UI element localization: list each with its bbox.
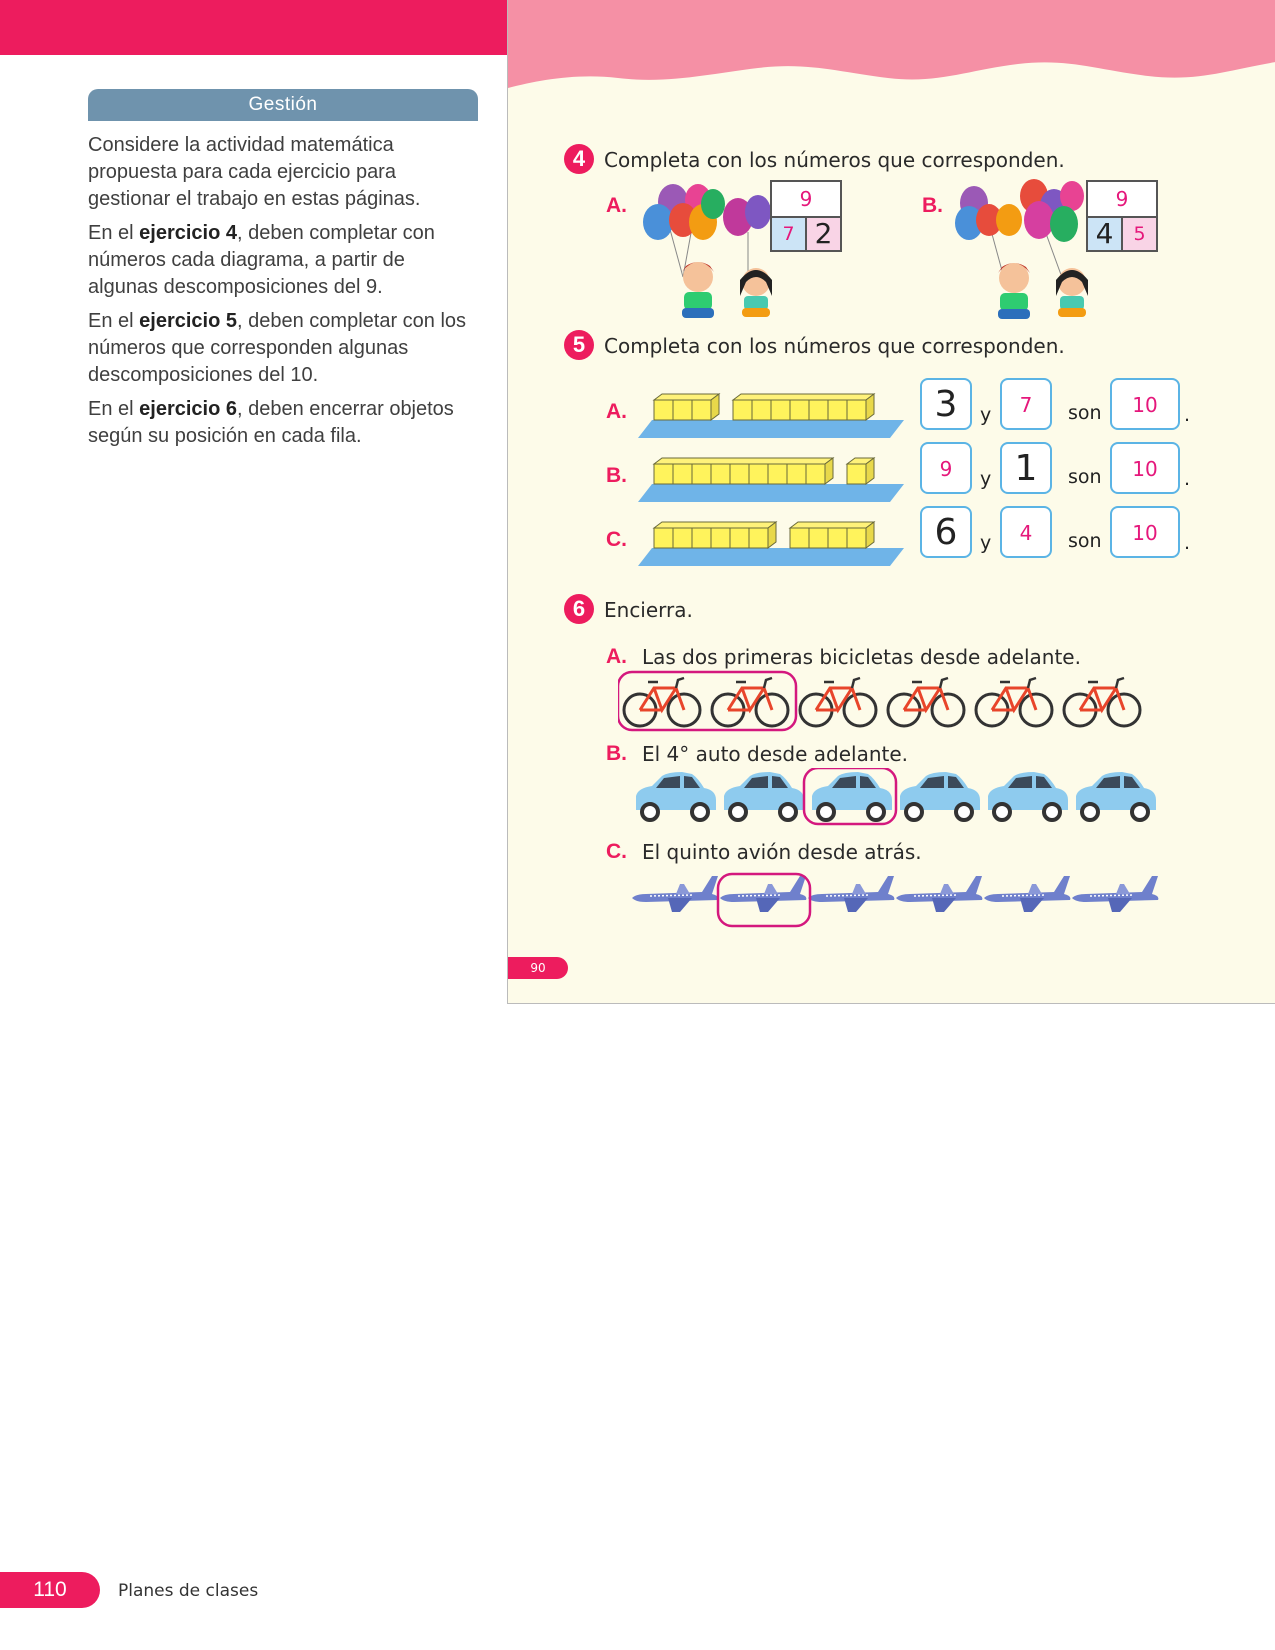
y-word: y (980, 404, 992, 426)
ex4-a-right-cell: 2 (807, 218, 840, 250)
ex5-row-label: A. (606, 400, 627, 423)
ex4-a-top-cell: 9 (772, 182, 840, 218)
airplane-icon[interactable] (1072, 876, 1158, 912)
exercise-6-number: 6 (564, 594, 594, 624)
airplanes-row (632, 868, 1192, 928)
car-icon[interactable] (812, 772, 892, 820)
bicycle-icon[interactable] (1064, 678, 1140, 726)
cube-blocks-illustration (638, 448, 908, 504)
cube-blocks-illustration (638, 384, 908, 440)
period: . (1184, 404, 1191, 426)
balloons-children-illustration-b (954, 178, 1104, 323)
ex4-b-right-cell[interactable]: 5 (1123, 218, 1156, 250)
bicycle-icon[interactable] (712, 678, 788, 726)
exercise-5-number: 5 (564, 330, 594, 360)
bicycles-row (618, 670, 1178, 734)
ex5-second-box[interactable]: 7 (1000, 378, 1052, 430)
ex5-total-box[interactable]: 10 (1110, 506, 1180, 558)
student-page (507, 0, 1275, 1004)
ex5-total-box[interactable]: 10 (1110, 442, 1180, 494)
ex4-a-diagram (770, 180, 842, 252)
son-word: son (1068, 466, 1102, 488)
son-word: son (1068, 530, 1102, 552)
ex4-b-label: B. (922, 194, 943, 217)
airplane-icon[interactable] (984, 876, 1070, 912)
gestion-paragraph-4: En el ejercicio 6, deben encerrar objetos según su posición en cada fila. (88, 398, 454, 447)
car-icon[interactable] (900, 772, 980, 820)
ex5-first-box: 6 (920, 506, 972, 558)
ex6-c-text: El quinto avión desde atrás. (642, 840, 922, 864)
top-accent-bar (0, 0, 508, 55)
bicycle-icon[interactable] (976, 678, 1052, 726)
balloons-children-illustration-a (638, 182, 788, 322)
gestion-paragraph-3: En el ejercicio 5, deben completar con los números que corresponden algunas descomposiciones del 10. (88, 310, 467, 386)
ex6-b-label: B. (606, 742, 627, 765)
airplane-icon[interactable] (720, 876, 806, 912)
ex4-a-left-cell[interactable]: 7 (772, 218, 807, 250)
son-word: son (1068, 402, 1102, 424)
gestion-text (88, 132, 468, 457)
gestion-header: Gestión (88, 89, 478, 121)
footer-page-number: 110 (0, 1572, 100, 1608)
ex4-b-diagram (1086, 180, 1158, 252)
ex4-b-top-cell: 9 (1088, 182, 1156, 218)
ex6-a-label: A. (606, 645, 627, 668)
ex5-second-box: 1 (1000, 442, 1052, 494)
gestion-paragraph-2: En el ejercicio 4, deben completar con números cada diagrama, a partir de algunas descomposiciones del 9. (88, 222, 435, 298)
y-word: y (980, 468, 992, 490)
exercise-5-instruction: Completa con los números que corresponden. (604, 334, 1065, 358)
car-icon[interactable] (636, 772, 716, 820)
ex5-first-box[interactable]: 9 (920, 442, 972, 494)
ex4-a-label: A. (606, 194, 627, 217)
student-page-number: 90 (508, 957, 568, 979)
airplane-icon[interactable] (632, 876, 718, 912)
ex6-c-label: C. (606, 840, 627, 863)
car-icon[interactable] (724, 772, 804, 820)
ex6-b-text: El 4° auto desde adelante. (642, 742, 909, 766)
exercise-4-instruction: Completa con los números que corresponden. (604, 148, 1065, 172)
airplane-icon[interactable] (896, 876, 982, 912)
ex5-row-label: B. (606, 464, 627, 487)
cars-row (632, 768, 1192, 828)
exercise-4-number: 4 (564, 144, 594, 174)
exercise-6-instruction: Encierra. (604, 598, 693, 622)
ex5-row-label: C. (606, 528, 627, 551)
ex5-second-box[interactable]: 4 (1000, 506, 1052, 558)
ex5-first-box: 3 (920, 378, 972, 430)
bicycle-icon[interactable] (624, 678, 700, 726)
footer-label: Planes de clases (118, 1581, 259, 1601)
ex4-b-left-cell: 4 (1088, 218, 1123, 250)
bicycle-icon[interactable] (888, 678, 964, 726)
car-icon[interactable] (1076, 772, 1156, 820)
bicycle-icon[interactable] (800, 678, 876, 726)
period: . (1184, 532, 1191, 554)
cube-blocks-illustration (638, 512, 908, 568)
airplane-icon[interactable] (808, 876, 894, 912)
y-word: y (980, 532, 992, 554)
car-icon[interactable] (988, 772, 1068, 820)
period: . (1184, 468, 1191, 490)
ex6-a-text: Las dos primeras bicicletas desde adelante. (642, 645, 1081, 669)
gestion-paragraph-1: Considere la actividad matemática propuesta para cada ejercicio para gestionar el trabajo en estas páginas. (88, 134, 421, 210)
ex5-total-box[interactable]: 10 (1110, 378, 1180, 430)
pink-wave-header (508, 0, 1275, 90)
